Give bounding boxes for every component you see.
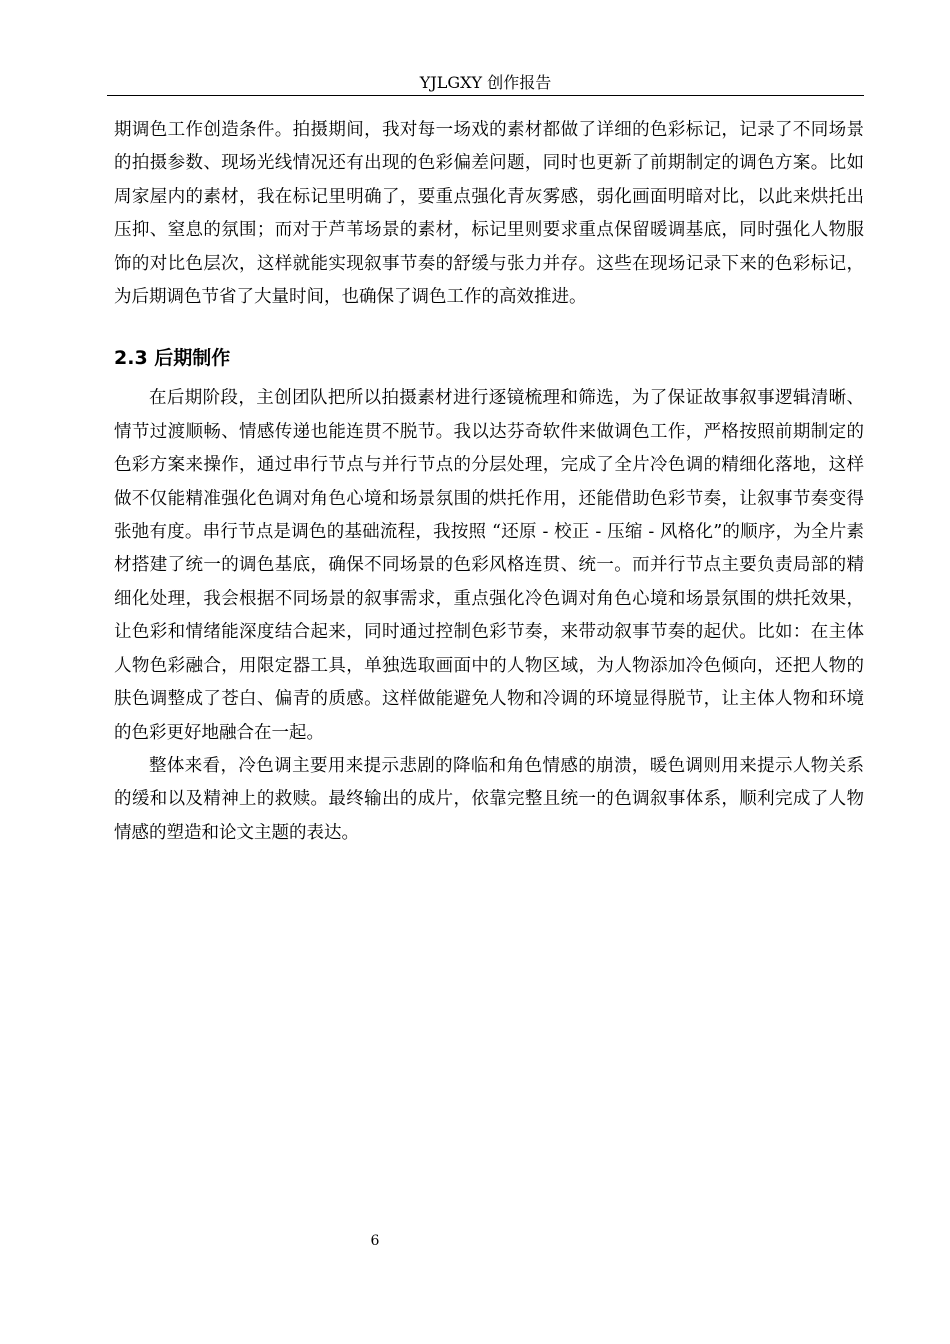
header-divider — [107, 95, 864, 96]
body-paragraph: 在后期阶段，主创团队把所以拍摄素材进行逐镜梳理和筛选，为了保证故事叙事逻辑清晰、情节过渡顺畅、情感传递也能连贯不脱节。我以达芬奇软件来做调色工作，严格按照前期制定的色彩方案来操作，通过串行节点与并行节点的分层处理，完成了全片冷色调的精细化落地，这样做不仅能精准强化色调对角色心境和场景氛围的烘托作用，还能借助色彩节奏，让叙事节奏变得张弛有度。串行节点是调色的基础流程，我按照 “还原 - 校正 - 压缩 - 风格化”的顺序，为全片素材搭建了统一的调色基底，确保不同场景的色彩风格连贯、统一。而并行节点主要负责局部的精细化处理，我会根据不同场景的叙事需求，重点强化冷色调对角色心境和场景氛围的烘托效果，让色彩和情绪能深度结合起来，同时通过控制色彩节奏，来带动叙事节奏的起伏。比如：在主体人物色彩融合，用限定器工具，单独选取画面中的人物区域，为人物添加冷色倾向，还把人物的肤色调整成了苍白、偏青的质感。这样做能避免人物和冷调的环境显得脱节，让主体人物和环境的色彩更好地融合在一起。 — [114, 388, 864, 743]
page-content — [114, 114, 864, 850]
page-number: 6 — [370, 1233, 380, 1249]
body-paragraph: 整体来看，冷色调主要用来提示悲剧的降临和角色情感的崩溃，暖色调则用来提示人物关系的缓和以及精神上的救赎。最终输出的成片，依靠完整且统一的色调叙事体系，顺利完成了人物情感的塑造和论文主题的表达。 — [114, 755, 864, 843]
body-paragraph-continued: 期调色工作创造条件。拍摄期间，我对每一场戏的素材都做了详细的色彩标记，记录了不同场景的拍摄参数、现场光线情况还有出现的色彩偏差问题，同时也更新了前期制定的调色方案。比如周家屋内的素材，我在标记里明确了，要重点强化青灰雾感，弱化画面明暗对比，以此来烘托出压抑、窒息的氛围；而对于芦苇场景的素材，标记里则要求重点保留暖调基底，同时强化人物服饰的对比色层次，这样就能实现叙事节奏的舒缓与张力并存。这些在现场记录下来的色彩标记，为后期调色节省了大量时间，也确保了调色工作的高效推进。 — [114, 120, 864, 308]
section-heading: 2.3 后期制作 — [114, 347, 231, 370]
running-header: YJLGXY 创作报告 — [419, 73, 552, 92]
